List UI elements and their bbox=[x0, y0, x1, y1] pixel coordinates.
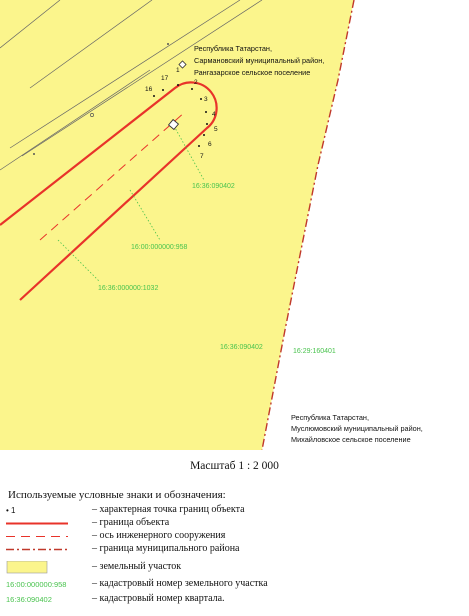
cadastral-parcel-label: 16:00:000000:958 bbox=[131, 244, 188, 251]
region-bottom-line3: Михайловское сельское поселение bbox=[291, 435, 411, 444]
legend-symbol-dashdot-line bbox=[6, 543, 86, 556]
map-scale: Масштаб 1 : 2 000 bbox=[190, 460, 279, 472]
point-label-7: 7 bbox=[200, 153, 204, 160]
point-label-6: 6 bbox=[208, 141, 212, 148]
cadastral-quarter-label: 16:36:090402 bbox=[220, 344, 263, 351]
point-label-17: 17 bbox=[161, 75, 169, 82]
legend-symbol-parcel-number: 16:00:000000:958 bbox=[6, 580, 67, 589]
cadastral-parcel-label: 16:36:000000:1032 bbox=[98, 285, 159, 292]
legend-symbol-dashed-line bbox=[6, 530, 86, 543]
legend-item-quarter-number bbox=[6, 593, 466, 606]
legend-symbol-quarter-number: 16:36:090402 bbox=[6, 595, 52, 604]
region-top-line3: Рангазарское сельское поселение bbox=[194, 68, 311, 77]
legend-text: – характерная точка границ объекта bbox=[92, 504, 245, 515]
legend-text: – кадастровый номер земельного участка bbox=[92, 578, 268, 589]
point-label-1: 1 bbox=[176, 67, 180, 74]
legend-text: – граница муниципального района bbox=[92, 543, 240, 554]
point-label-16: 16 bbox=[145, 86, 153, 93]
dot-marker bbox=[33, 153, 35, 155]
legend-text: – граница объекта bbox=[92, 517, 170, 528]
cadastral-quarter-label: 16:29:160401 bbox=[293, 348, 336, 355]
legend-item-engineering-axis bbox=[6, 530, 466, 543]
legend-text: – кадастровый номер квартала. bbox=[92, 593, 225, 604]
region-bottom-line2: Муслюмовский муниципальный район, bbox=[291, 424, 423, 433]
legend-text: – ось инженерного сооружения bbox=[92, 530, 226, 541]
point-label-5: 5 bbox=[214, 126, 218, 133]
legend-text: – земельный участок bbox=[92, 561, 182, 572]
region-bottom-line1: Республика Татарстан, bbox=[291, 413, 369, 422]
legend-item-land-parcel bbox=[6, 561, 466, 574]
legend-title: Используемые условные знаки и обозначения: bbox=[8, 489, 226, 501]
point-label-4: 4 bbox=[212, 111, 216, 118]
legend-item-object-boundary bbox=[6, 517, 466, 530]
cadastral-quarter-label: 16:36:090402 bbox=[192, 183, 235, 190]
point-label-3: 3 bbox=[204, 96, 208, 103]
legend-item-parcel-number bbox=[6, 578, 466, 591]
region-top-line1: Республика Татарстан, bbox=[194, 44, 272, 53]
region-label-bottom bbox=[291, 413, 423, 444]
legend-symbol-point: • 1 bbox=[6, 506, 16, 515]
legend-item-municipal-boundary bbox=[6, 543, 466, 556]
legend-symbol-solid-line bbox=[6, 517, 86, 530]
dot-marker bbox=[167, 43, 169, 45]
legend-item-boundary-point bbox=[6, 504, 466, 517]
point-label-2: 2 bbox=[194, 79, 198, 86]
region-top-line2: Сармановский муниципальный район, bbox=[194, 56, 325, 65]
legend-symbol-fill-swatch bbox=[6, 561, 86, 574]
